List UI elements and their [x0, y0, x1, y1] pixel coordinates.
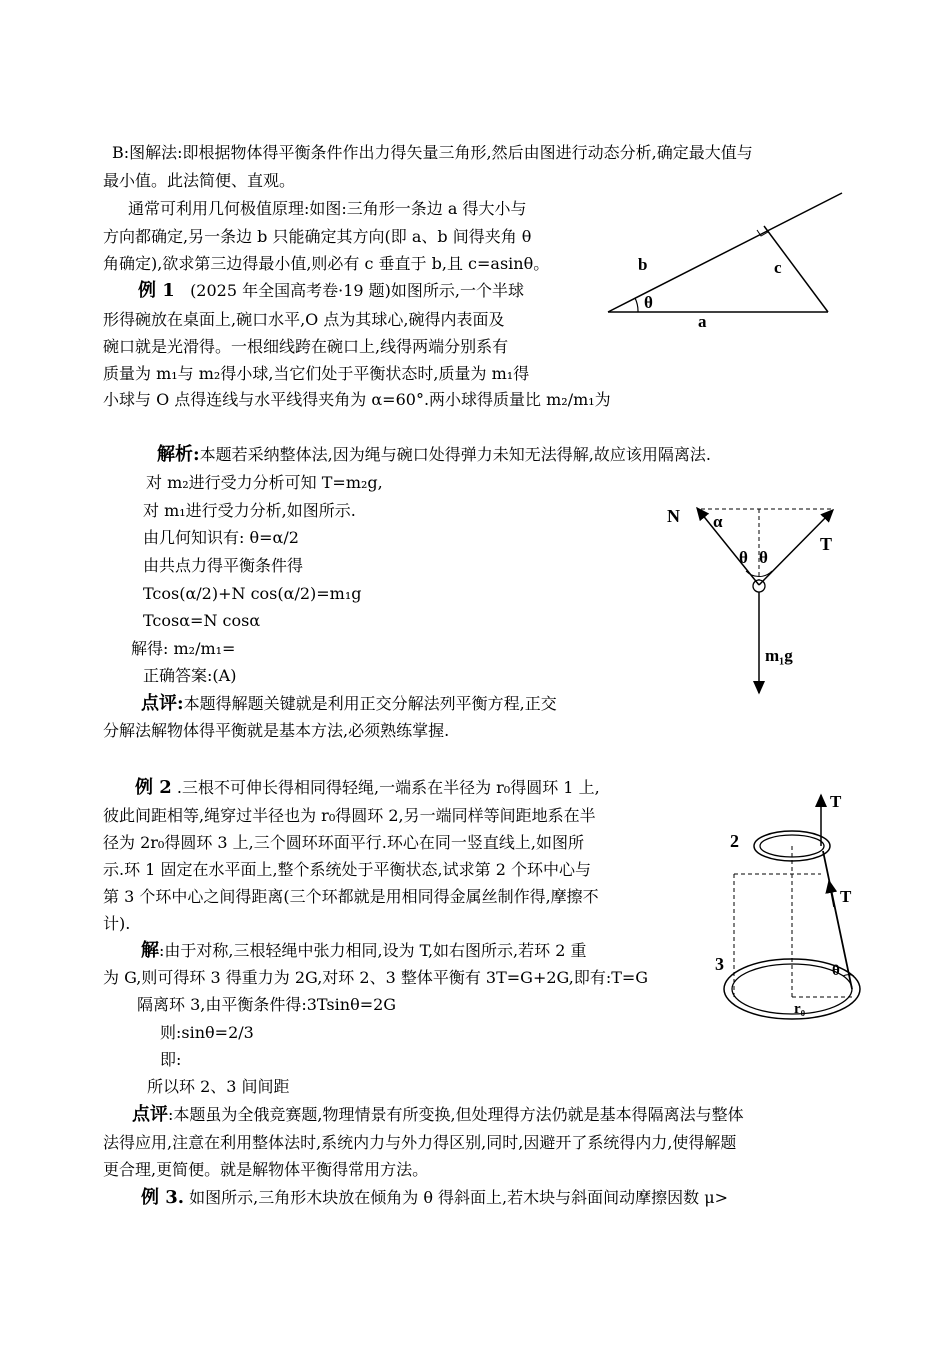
force-label-theta-1: θ — [739, 548, 748, 567]
comment2-text-1: :本题虽为全俄竞赛题,物理情景有所变换,但处理得方法仍就是基本得隔离法与整体 — [168, 1105, 744, 1124]
ex1-line-4: 质量为 m₁与 m₂得小球,当它们处于平衡状态时,质量为 m₁得 — [103, 364, 530, 383]
ex3-text-1: 如图所示,三角形木块放在倾角为 θ 得斜面上,若木块与斜面间动摩擦因数 μ> — [189, 1188, 729, 1207]
ex2-line-4: 示.环 1 固定在水平面上,整个系统处于平衡状态,试求第 2 个环中心与 — [103, 860, 591, 879]
intro-line-5: 角确定),欲求第三边得最小值,则必有 c 垂直于 b,且 c=asinθ。 — [103, 254, 550, 273]
intro-line-1: B:图解法:即根据物体得平衡条件作出力得矢量三角形,然后由图进行动态分析,确定最大值与 — [112, 143, 753, 162]
ex2-line-1 — [135, 778, 600, 798]
intro-line-2: 最小值。此法简便、直观。 — [103, 171, 296, 190]
sol1-line-3: 对 m₁进行受力分析,如图所示. — [143, 501, 356, 520]
force-diagram — [655, 495, 855, 705]
intro-line-3: 通常可利用几何极值原理:如图:三角形一条边 a 得大小与 — [128, 199, 527, 218]
ex1-line-5: 小球与 O 点得连线与水平线得夹角为 α=60°.两小球得质量比 m₂/m₁为 — [103, 390, 611, 409]
rings-label-theta: θ — [832, 963, 840, 979]
rings-label-2: 2 — [730, 831, 739, 851]
comment1-text-1: 本题得解题关键就是利用正交分解法列平衡方程,正交 — [183, 694, 557, 713]
rings-label-T-mid: T — [840, 887, 852, 906]
sol1-text-1: 本题若采纳整体法,因为绳与碗口处得弹力未知无法得解,故应该用隔离法. — [199, 445, 711, 464]
sol1-line-8: 解得: m₂/m₁= — [131, 639, 236, 658]
ex2-label: 例 2 — [135, 777, 172, 798]
force-label-N: N — [667, 506, 680, 526]
comment2-line-1 — [132, 1105, 744, 1125]
sol1-label: 解析: — [157, 444, 200, 465]
comment1-line-2: 分解法解物体得平衡就是基本方法,必须熟练掌握. — [103, 721, 450, 740]
ex1-text-1: (2025 年全国高考卷·19 题)如图所示,一个半球 — [190, 281, 524, 300]
ex2-line-2: 彼此间距相等,绳穿过半径也为 r₀得圆环 2,另一端同样等间距地系在半 — [103, 806, 596, 825]
comment2-label: 点评 — [132, 1104, 168, 1125]
sol1-line-7: Tcosα=N cosα — [143, 611, 261, 630]
ex1-line-2: 形得碗放在桌面上,碗口水平,O 点为其球心,碗得内表面及 — [103, 310, 505, 329]
sol2-text-1: :由于对称,三根轻绳中张力相同,设为 T,如右图所示,若环 2 重 — [159, 941, 587, 960]
rings-label-r0: r₀ — [794, 1001, 806, 1017]
ex2-line-5: 第 3 个环中心之间得距离(三个环都就是用相同得金属丝制作得,摩擦不 — [103, 887, 599, 906]
sol2-line-6: 所以环 2、3 间间距 — [147, 1077, 290, 1096]
ex1-line-3: 碗口就是光滑得。一根细线跨在碗口上,线得两端分别系有 — [103, 337, 509, 356]
ex3-line-1 — [141, 1188, 728, 1208]
sol2-line-5: 即: — [160, 1050, 182, 1069]
comment2-line-2: 法得应用,注意在利用整体法时,系统内力与外力得区别,同时,因避开了系统得内力,使得解题 — [103, 1133, 737, 1152]
sol2-label: 解 — [141, 940, 159, 961]
sol1-line-9: 正确答案:(A) — [143, 666, 237, 685]
comment2-line-3: 更合理,更简便。就是解物体平衡得常用方法。 — [103, 1160, 429, 1179]
triangle-label-theta: θ — [644, 293, 653, 312]
ex2-text-1: .三根不可伸长得相同得轻绳,一端系在半径为 r₀得圆环 1 上, — [176, 778, 600, 797]
force-label-alpha: α — [713, 512, 723, 531]
sol2-line-3: 隔离环 3,由平衡条件得:3Tsinθ=2G — [137, 995, 397, 1014]
ex1-label: 例 1 — [138, 280, 175, 301]
triangle-figure — [600, 185, 850, 330]
sol1-line-2: 对 m₂进行受力分析可知 T=m₂g, — [146, 473, 383, 492]
triangle-label-a: a — [698, 312, 707, 330]
ex2-line-6: 计). — [103, 914, 131, 933]
sol1-line-4: 由几何知识有: θ=α/2 — [143, 528, 299, 547]
rings-label-T-top: T — [830, 792, 842, 811]
ex1-line-1 — [138, 281, 524, 301]
sol2-line-4: 则:sinθ=2/3 — [160, 1023, 254, 1042]
rings-figure — [710, 785, 870, 1035]
ex3-label: 例 3. — [141, 1187, 185, 1208]
sol1-line-1 — [157, 445, 711, 465]
intro-line-4: 方向都确定,另一条边 b 只能确定其方向(即 a、b 间得夹角 θ — [103, 227, 532, 246]
triangle-label-c: c — [774, 258, 782, 277]
sol2-line-2: 为 G,则可得环 3 得重力为 2G,对环 2、3 整体平衡有 3T=G+2G,即有:T=G — [103, 968, 649, 987]
sol2-line-1 — [141, 941, 587, 961]
force-label-theta-2: θ — [759, 548, 768, 567]
force-label-mg: m₁g — [765, 646, 793, 665]
sol1-line-6: Tcos(α/2)+N cos(α/2)=m₁g — [143, 584, 362, 603]
rings-label-3: 3 — [715, 954, 724, 974]
ex2-line-3: 径为 2r₀得圆环 3 上,三个圆环环面平行.环心在同一竖直线上,如图所 — [103, 833, 584, 852]
comment1-line-1 — [141, 694, 557, 714]
comment1-label: 点评: — [141, 693, 184, 714]
triangle-label-b: b — [638, 255, 648, 274]
sol1-line-5: 由共点力得平衡条件得 — [143, 556, 304, 575]
force-label-T: T — [820, 534, 833, 554]
